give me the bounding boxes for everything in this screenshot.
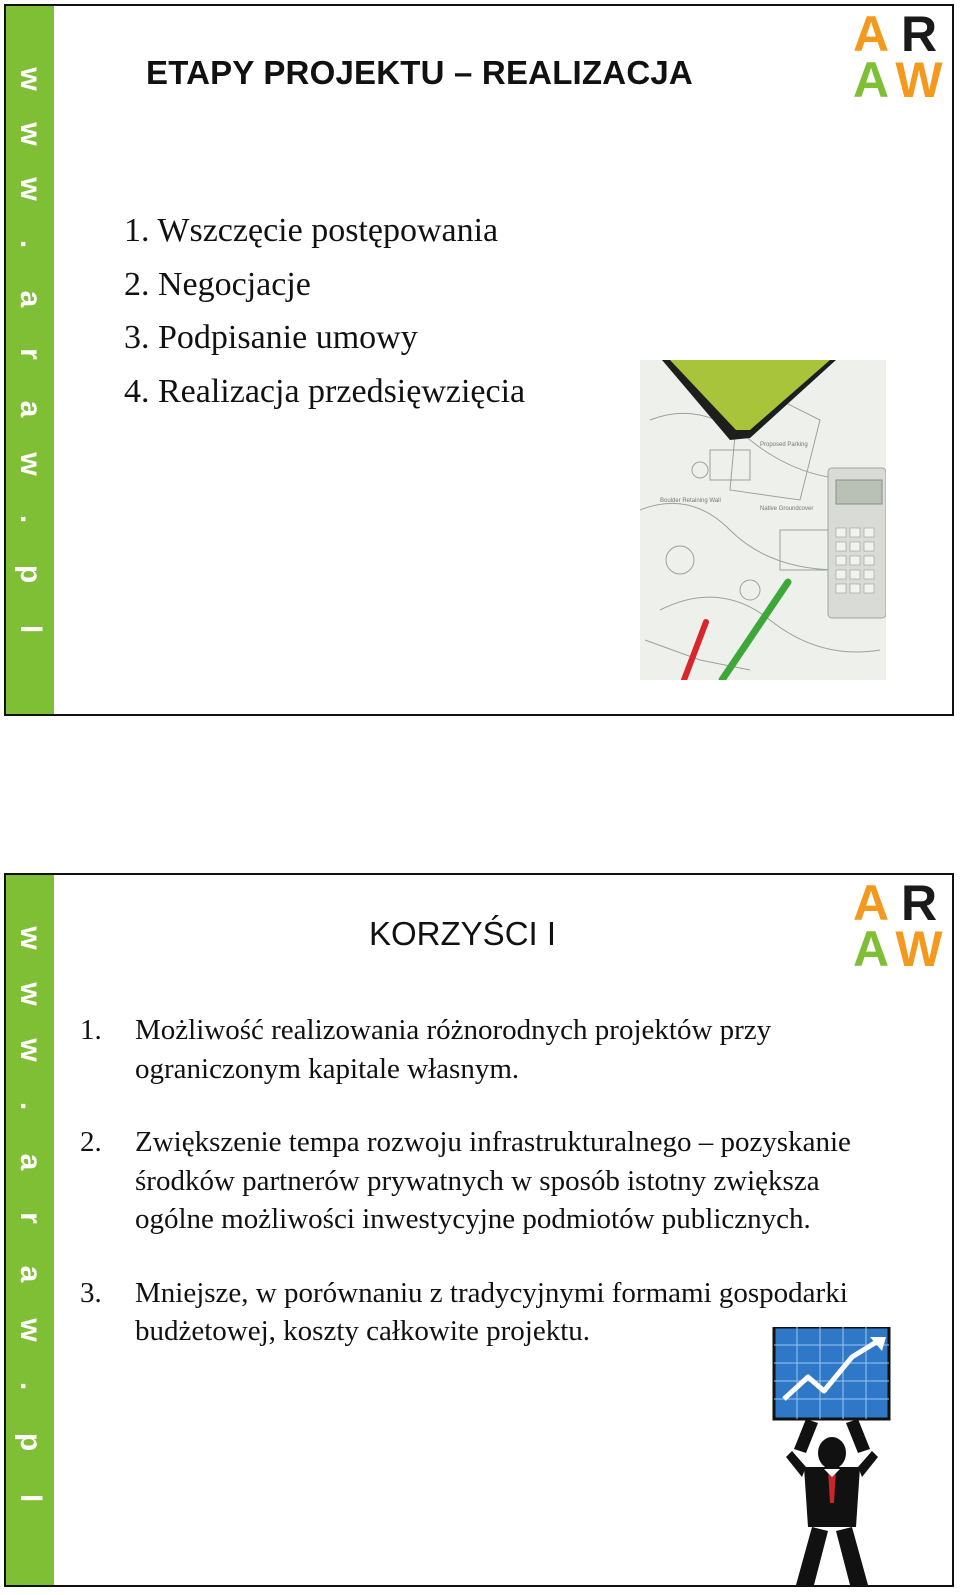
sidebar-letter: p [14, 564, 47, 584]
sidebar-letter: l [14, 624, 47, 634]
item-number: 3. [80, 1276, 102, 1309]
sidebar-letter: w [14, 926, 47, 950]
logo-letter: W [895, 921, 943, 977]
list-item: 1. Wszczęcie postępowania [124, 212, 499, 249]
businessman-chart-icon [766, 1327, 911, 1587]
sidebar-letter: a [14, 1153, 47, 1171]
araw-logo [846, 6, 948, 108]
logo-letter: A [852, 6, 890, 62]
slide-1 [4, 4, 954, 716]
logo-letter: W [895, 52, 943, 108]
sidebar-letter: w [14, 1038, 47, 1062]
sidebar-www-araw-pl [6, 875, 54, 1585]
sidebar-letter: w [14, 122, 47, 146]
list-item: 4. Realizacja przedsięwzięcia [124, 372, 526, 410]
sidebar-letter: w [14, 1318, 47, 1342]
slide-2 [4, 873, 954, 1587]
logo-letter: A [852, 52, 890, 108]
sidebar-letter: . [14, 1101, 47, 1111]
slide-title: KORZYŚCI I [369, 915, 557, 952]
list-item [80, 1123, 860, 1239]
slide-title: ETAPY PROJEKTU – REALIZACJA [146, 54, 693, 91]
list-item [80, 1274, 860, 1351]
logo-letter: A [852, 921, 890, 977]
sidebar-letter: w [14, 177, 47, 201]
blueprint-photo [640, 360, 886, 680]
stage-list [124, 204, 525, 418]
item-text: Zwiększenie tempa rozwoju infrastrukturalnego – pozyskanie środków partnerów prywatnych w sposób istotny zwiększa ogólne możliwości inwestycyjne podmiotów publicznych. [135, 1126, 851, 1235]
list-item: 2. Negocjacje [124, 265, 311, 303]
sidebar-letter: w [14, 982, 47, 1006]
sidebar-letter: p [14, 1432, 47, 1452]
sidebar-letter: l [14, 1493, 47, 1503]
sidebar-letter: a [14, 1265, 47, 1283]
svg-text:Proposed Parking: Proposed Parking [760, 442, 808, 448]
list-item [80, 1011, 860, 1088]
sidebar-letter: w [14, 452, 47, 476]
sidebar-letter: w [14, 67, 47, 91]
sidebar-letter: a [14, 290, 47, 308]
sidebar-letter: a [14, 400, 47, 418]
logo-letter: A [852, 875, 890, 931]
logo-letter: R [900, 875, 938, 931]
benefits-list [80, 1011, 860, 1351]
logo-letter: R [900, 6, 938, 62]
sidebar-letter: . [14, 514, 47, 524]
sidebar-www-araw-pl [6, 6, 54, 714]
svg-text:Boulder Retaining Wall: Boulder Retaining Wall [660, 498, 721, 504]
sidebar-letter: . [14, 1381, 47, 1391]
list-item: 3. Podpisanie umowy [124, 319, 418, 356]
item-text: Możliwość realizowania różnorodnych projektów przy ograniczonym kapitale własnym. [135, 1014, 772, 1085]
sidebar-letter: r [14, 1212, 47, 1224]
sidebar-letter: . [14, 239, 47, 249]
item-number: 2. [80, 1126, 102, 1158]
item-number: 1. [80, 1014, 102, 1046]
araw-logo [846, 875, 948, 977]
svg-text:Native Groundcover: Native Groundcover [760, 506, 814, 512]
sidebar-letter: r [14, 348, 47, 360]
item-text: Mniejsze, w porównaniu z tradycyjnymi formami gospodarki budżetowej, koszty całkowite projektu. [135, 1276, 848, 1347]
